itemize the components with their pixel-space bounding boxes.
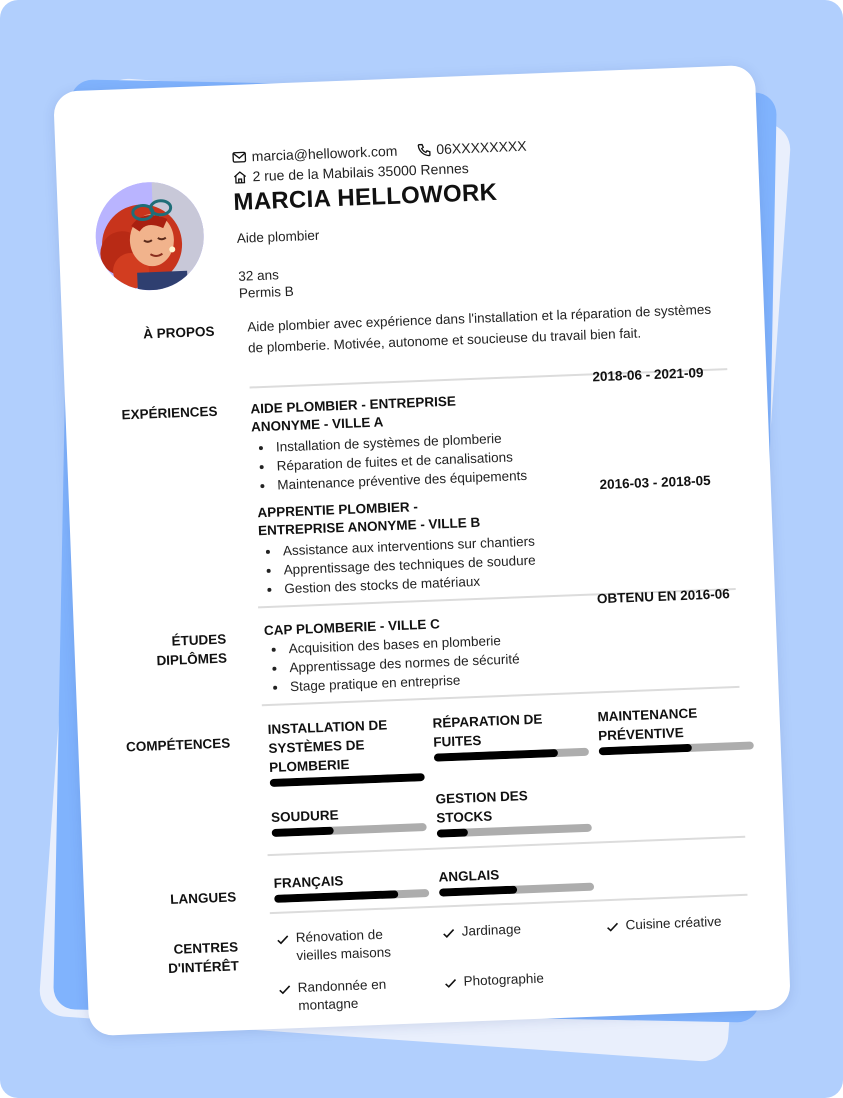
list-item: • Stage pratique en entreprise xyxy=(288,668,521,696)
skill-2-name-line-1: RÉPARATION DE xyxy=(432,711,543,731)
list-item: • Installation de systèmes de plomberie xyxy=(274,428,526,457)
interest-4-line-1: Randonnée en xyxy=(297,976,387,996)
interest-3 xyxy=(605,913,722,935)
section-label-interests-line-1: CENTRES xyxy=(173,939,239,957)
interest-4 xyxy=(277,976,387,1016)
list-item: • Gestion des stocks de matériaux xyxy=(282,570,537,599)
contact-line-1 xyxy=(231,138,526,165)
education-1-bullets xyxy=(264,630,520,697)
check-icon xyxy=(277,982,292,997)
phone[interactable]: 06XXXXXXXX xyxy=(435,137,527,158)
interest-1 xyxy=(275,926,391,966)
section-label-about: À PROPOS xyxy=(142,323,215,342)
interest-5 xyxy=(443,970,544,992)
candidate-name: MARCIA HELLOWORK xyxy=(232,178,498,216)
skill-5-name-line-2: STOCKS xyxy=(435,808,493,826)
check-icon xyxy=(276,932,291,947)
phone-icon xyxy=(416,142,432,158)
about-text: Aide plombier avec expérience dans l'installation et la réparation de systèmes de plomberie. Motivée, autonome et soucieuse du travail bien fait. xyxy=(247,301,712,356)
list-item: • Acquisition des bases en plomberie xyxy=(286,630,519,658)
email[interactable]: marcia@hellowork.com xyxy=(251,142,398,165)
skill-5 xyxy=(435,784,592,838)
home-icon xyxy=(232,169,248,185)
skill-4-level-fill xyxy=(272,827,334,837)
interest-4-line-2: montagne xyxy=(298,995,359,1014)
section-label-education-line-1: ÉTUDES xyxy=(171,631,227,649)
avatar xyxy=(94,180,206,292)
interest-2 xyxy=(441,920,521,941)
skill-4 xyxy=(271,802,427,837)
skill-3 xyxy=(597,701,754,755)
skill-3-name xyxy=(597,701,753,745)
skill-5-name-line-1: GESTION DES xyxy=(435,788,529,807)
section-label-skills: COMPÉTENCES xyxy=(125,735,231,755)
list-item: • Maintenance préventive des équipements xyxy=(275,466,527,495)
experience-1-bullets xyxy=(252,428,528,495)
skill-3-name-line-1: MAINTENANCE xyxy=(597,705,698,725)
language-2-level-fill xyxy=(439,886,517,897)
address: 2 rue de la Mabilais 35000 Rennes xyxy=(252,159,470,185)
section-label-experiences: EXPÉRIENCES xyxy=(121,403,218,423)
list-item: • Apprentissage des normes de sécurité xyxy=(287,649,520,677)
check-icon xyxy=(441,926,456,941)
check-icon xyxy=(443,976,458,991)
skill-5-name xyxy=(435,784,591,828)
interest-3-label: Cuisine créative xyxy=(625,913,722,933)
experience-2-title-line-2: ENTREPRISE ANONYME - VILLE B xyxy=(257,514,481,539)
experience-2-bullets xyxy=(259,532,537,600)
experience-1-title xyxy=(250,393,457,437)
skill-1-name-line-1: INSTALLATION DE xyxy=(267,717,388,738)
skill-2-name-line-2: FUITES xyxy=(433,732,482,750)
experience-1-title-line-2: ANONYME - VILLE A xyxy=(250,414,384,435)
check-icon xyxy=(605,920,620,935)
section-label-education xyxy=(86,630,227,673)
job-title: Aide plombier xyxy=(236,227,320,246)
section-label-languages: LANGUES xyxy=(169,889,237,907)
experience-1-title-line-1: AIDE PLOMBIER - ENTREPRISE xyxy=(250,393,457,417)
skill-1-name xyxy=(267,714,424,777)
section-label-interests xyxy=(98,937,239,980)
interest-1-line-2: vieilles maisons xyxy=(296,944,392,964)
interest-5-label: Photographie xyxy=(463,970,545,989)
skill-5-level-fill xyxy=(437,828,468,837)
skill-1-name-line-2: SYSTÈMES DE xyxy=(268,737,365,757)
skill-2-name xyxy=(432,708,588,752)
skill-2 xyxy=(432,708,589,762)
skill-4-name-line-1: SOUDURE xyxy=(270,807,339,825)
interest-1-line-1: Rénovation de xyxy=(295,926,384,946)
experience-2-dates: 2016-03 - 2018-05 xyxy=(599,472,711,493)
list-item: • Assistance aux interventions sur chantiers xyxy=(281,532,536,561)
section-label-education-line-2: DIPLÔMES xyxy=(156,650,228,669)
mail-icon xyxy=(231,149,247,165)
skill-3-level-fill xyxy=(599,744,692,756)
skill-1-name-line-3: PLOMBERIE xyxy=(268,756,350,776)
section-label-interests-line-2: D'INTÉRÊT xyxy=(167,958,240,977)
divider xyxy=(268,836,746,856)
language-2 xyxy=(438,862,594,897)
avatar-portrait-image xyxy=(94,180,206,292)
language-1 xyxy=(273,868,429,903)
skill-1 xyxy=(267,714,424,787)
language-2-name: ANGLAIS xyxy=(438,867,500,885)
skill-3-name-line-2: PRÉVENTIVE xyxy=(597,725,685,744)
experience-1-dates: 2018-06 - 2021-09 xyxy=(592,365,704,385)
experience-2-title-line-1: APPRENTIE PLOMBIER - xyxy=(257,499,419,521)
resume-page xyxy=(53,65,791,1036)
driving-license: Permis B xyxy=(238,283,295,301)
interest-2-label: Jardinage xyxy=(461,921,522,939)
list-item: • Apprentissage des techniques de soudure xyxy=(281,551,536,580)
education-1-title: CAP PLOMBERIE - VILLE C xyxy=(263,616,441,639)
list-item: • Réparation de fuites et de canalisations xyxy=(274,447,526,476)
age: 32 ans xyxy=(238,267,280,284)
language-1-name: FRANÇAIS xyxy=(273,873,344,891)
experience-2-title xyxy=(257,496,480,541)
education-1-dates: OBTENU EN 2016-06 xyxy=(596,586,730,607)
